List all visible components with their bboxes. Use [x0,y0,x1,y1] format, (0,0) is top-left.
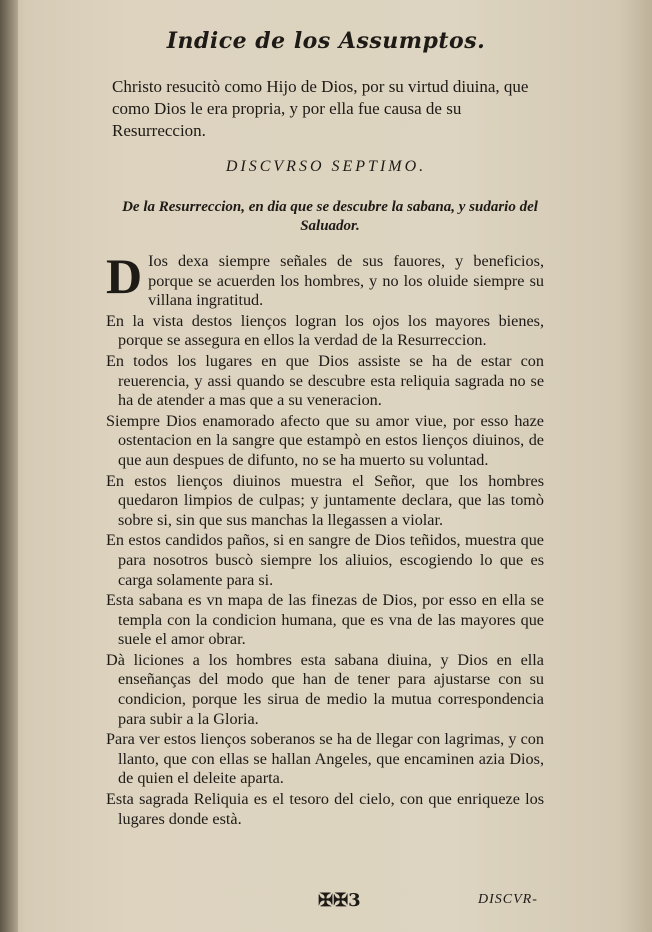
paragraph: En estos lienços diuinos muestra el Señor, que los hombres quedaron limpios de culpas; y juntamente declara, que las tomò sobre si, sin que sus manchas la llegassen a violar. [106,471,544,529]
discourse-title: DISCVRSO SEPTIMO. [225,158,427,175]
paragraph: En estos candidos paños, si en sangre de Dios teñidos, muestra que para nosotros buscò siempre los aliuios, escogiendo lo que es carga solamente para si. [106,531,544,589]
first-paragraph-text: Ios dexa siempre señales de sus fauores, y beneficios, porque se acuerden los hombres, y no los oluide siempre su villana ingratitud. [148,252,544,310]
signature-mark: ✠✠3 [318,890,361,911]
body-text [106,248,544,830]
discourse-subtitle: De la Resurreccion, en dia que se descubre la sabana, y sudario del Saluador. [122,199,538,234]
running-header: Indice de los Assumptos. [166,28,486,54]
intro-paragraph: Christo resucitò como Hijo de Dios, por su virtud diuina, que como Dios le era propria, y por ella fue causa de su Resurreccion. [112,77,529,140]
paragraph: Dà liciones a los hombres esta sabana diuina, y Dios en ella enseñanças del modo que han de tener para ajustarse con su condicion, porque les sirua de medio la mutua correspondencia para subir a la Gloria. [106,650,544,728]
drop-cap: D [106,248,143,304]
catchword: DISCVR- [478,892,538,907]
first-paragraph [106,248,544,311]
paragraph: Esta sabana es vn mapa de las finezas de Dios, por esso en ella se templa con la condicion humana, que es vna de las mayores que suele el amor obrar. [106,591,544,649]
page-binding [0,0,18,932]
paragraph: Esta sagrada Reliquia es el tesoro del cielo, con que enriqueze los lugares donde està. [106,790,544,828]
paragraph: En todos los lugares en que Dios assiste se ha de estar con reuerencia, y assi quando se descubre esta reliquia sagrada no se ha de atender a mas que a su veneracion. [106,351,544,410]
paragraph: Siempre Dios enamorado afecto que su amor viue, por esso haze ostentacion en la sangre que estampò en estos lienços diuinos, de que aun despues de difunto, no se ha muerto su voluntad. [106,411,544,469]
paragraph: Para ver estos lienços soberanos se ha de llegar con lagrimas, y con llanto, que con ellas se hallan Angeles, que encaminen azia Dios, de quien el deleite aparta. [106,730,544,788]
paragraph: En la vista destos lienços logran los ojos los mayores bienes, porque se assegura en ellos la verdad de la Resurreccion. [106,311,544,350]
